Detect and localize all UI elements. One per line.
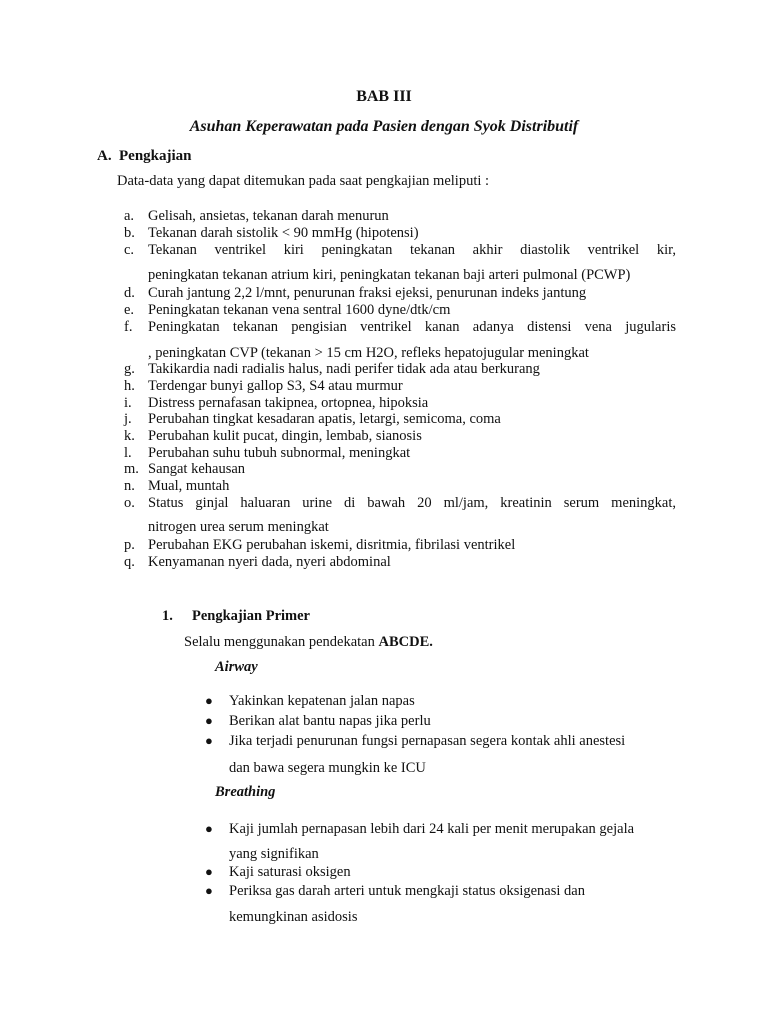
finding-item (124, 495, 676, 512)
airway-item (205, 733, 725, 750)
airway-item-text: Yakinkan kepatenan jalan napas (229, 693, 415, 709)
breathing-item-text: Kaji jumlah pernapasan lebih dari 24 kali per menit merupakan gejala (229, 821, 635, 837)
bullet-icon: ● (205, 713, 213, 728)
breathing-item (205, 883, 725, 900)
bullet-icon: ● (205, 883, 213, 898)
finding-item (124, 537, 676, 554)
breathing-item (205, 864, 725, 881)
airway-item-text: Jika terjadi penurunan fungsi pernapasan segera kontak ahli anestesi (229, 733, 626, 749)
breathing-heading: Breathing (215, 784, 276, 800)
airway-heading: Airway (215, 659, 258, 675)
finding-letter: k. (124, 428, 135, 444)
finding-item (124, 428, 676, 445)
finding-letter: n. (124, 478, 135, 494)
airway-item-continuation: dan bawa segera mungkin ke ICU (229, 760, 426, 776)
finding-letter: d. (124, 285, 135, 301)
finding-letter: m. (124, 461, 139, 477)
finding-letter: g. (124, 361, 135, 377)
finding-item (124, 302, 676, 319)
bullet-icon: ● (205, 821, 213, 836)
document-title: Asuhan Keperawatan pada Pasien dengan Syok Distributif (189, 118, 579, 135)
finding-text: Mual, muntah (148, 478, 230, 494)
finding-text: Gelisah, ansietas, tekanan darah menurun (148, 208, 389, 224)
finding-text: Peningkatan tekanan pengisian ventrikel kanan adanya distensi vena jugularis (148, 319, 676, 335)
finding-letter: h. (124, 378, 135, 394)
finding-text: Perubahan EKG perubahan iskemi, disritmia, fibrilasi ventrikel (148, 537, 516, 553)
finding-text: Kenyamanan nyeri dada, nyeri abdominal (148, 554, 391, 570)
intro-paragraph: Data-data yang dapat ditemukan pada saat pengkajian meliputi : (117, 173, 490, 189)
breathing-item (205, 821, 725, 838)
finding-item (124, 554, 676, 571)
finding-text: Tekanan ventrikel kiri peningkatan tekanan akhir diastolik ventrikel kir, (148, 242, 676, 258)
finding-text: Perubahan kulit pucat, dingin, lembab, sianosis (148, 428, 422, 444)
airway-item (205, 713, 725, 730)
finding-text: Takikardia nadi radialis halus, nadi perifer tidak ada atau berkurang (148, 361, 540, 377)
finding-text: Terdengar bunyi gallop S3, S4 atau murmur (148, 378, 403, 394)
finding-text: Peningkatan tekanan vena sentral 1600 dyne/dtk/cm (148, 302, 451, 318)
finding-item (124, 445, 676, 462)
primary-title: Pengkajian Primer (192, 608, 310, 624)
finding-item (124, 378, 676, 395)
finding-item (124, 395, 676, 412)
finding-letter: c. (124, 242, 135, 258)
finding-item (124, 478, 676, 495)
finding-letter: l. (124, 445, 132, 461)
bullet-icon: ● (205, 733, 213, 748)
finding-letter: a. (124, 208, 135, 224)
finding-letter: i. (124, 395, 132, 411)
finding-item (124, 411, 676, 428)
finding-text: Perubahan tingkat kesadaran apatis, letargi, semicoma, coma (148, 411, 501, 427)
finding-text: Perubahan suhu tubuh subnormal, meningkat (148, 445, 411, 461)
finding-item (124, 361, 676, 378)
breathing-item-continuation: kemungkinan asidosis (229, 909, 358, 925)
finding-text: Sangat kehausan (148, 461, 246, 477)
bullet-icon: ● (205, 864, 213, 879)
finding-letter: j. (124, 411, 132, 427)
finding-continuation: peningkatan tekanan atrium kiri, peningkatan tekanan baji arteri pulmonal (PCWP) (148, 267, 631, 283)
breathing-item-continuation: yang signifikan (229, 846, 319, 862)
finding-item (124, 285, 676, 302)
finding-item (124, 225, 676, 242)
breathing-item-text: Periksa gas darah arteri untuk mengkaji status oksigenasi dan (229, 883, 585, 899)
finding-letter: q. (124, 554, 135, 570)
bullet-icon: ● (205, 693, 213, 708)
finding-continuation: nitrogen urea serum meningkat (148, 519, 329, 535)
finding-text: Status ginjal haluaran urine di bawah 20 ml/jam, kreatinin serum meningkat, (148, 495, 676, 511)
finding-text: Curah jantung 2,2 l/mnt, penurunan fraksi ejeksi, penurunan indeks jantung (148, 285, 587, 301)
chapter-heading: BAB III (356, 88, 412, 105)
finding-text: Distress pernafasan takipnea, ortopnea, hipoksia (148, 395, 429, 411)
airway-item-text: Berikan alat bantu napas jika perlu (229, 713, 431, 729)
section-a-label: A. (97, 148, 112, 164)
approach-text: Selalu menggunakan pendekatan (184, 634, 379, 650)
finding-letter: b. (124, 225, 135, 241)
abcde-approach (184, 634, 433, 651)
finding-letter: o. (124, 495, 135, 511)
finding-item (124, 242, 676, 259)
section-a-heading (97, 148, 192, 165)
finding-item (124, 319, 676, 336)
approach-bold: ABCDE. (378, 634, 433, 650)
primary-number: 1. (162, 608, 173, 624)
finding-item (124, 461, 676, 478)
finding-letter: f. (124, 319, 133, 335)
primary-assessment-heading (162, 608, 310, 625)
airway-item (205, 693, 725, 710)
section-a-title: Pengkajian (119, 148, 192, 164)
finding-text: Tekanan darah sistolik < 90 mmHg (hipotensi) (148, 225, 419, 241)
finding-letter: p. (124, 537, 135, 553)
finding-item (124, 208, 676, 225)
finding-letter: e. (124, 302, 135, 318)
finding-continuation: , peningkatan CVP (tekanan > 15 cm H2O, refleks hepatojugular meningkat (148, 345, 589, 361)
breathing-item-text: Kaji saturasi oksigen (229, 864, 351, 880)
